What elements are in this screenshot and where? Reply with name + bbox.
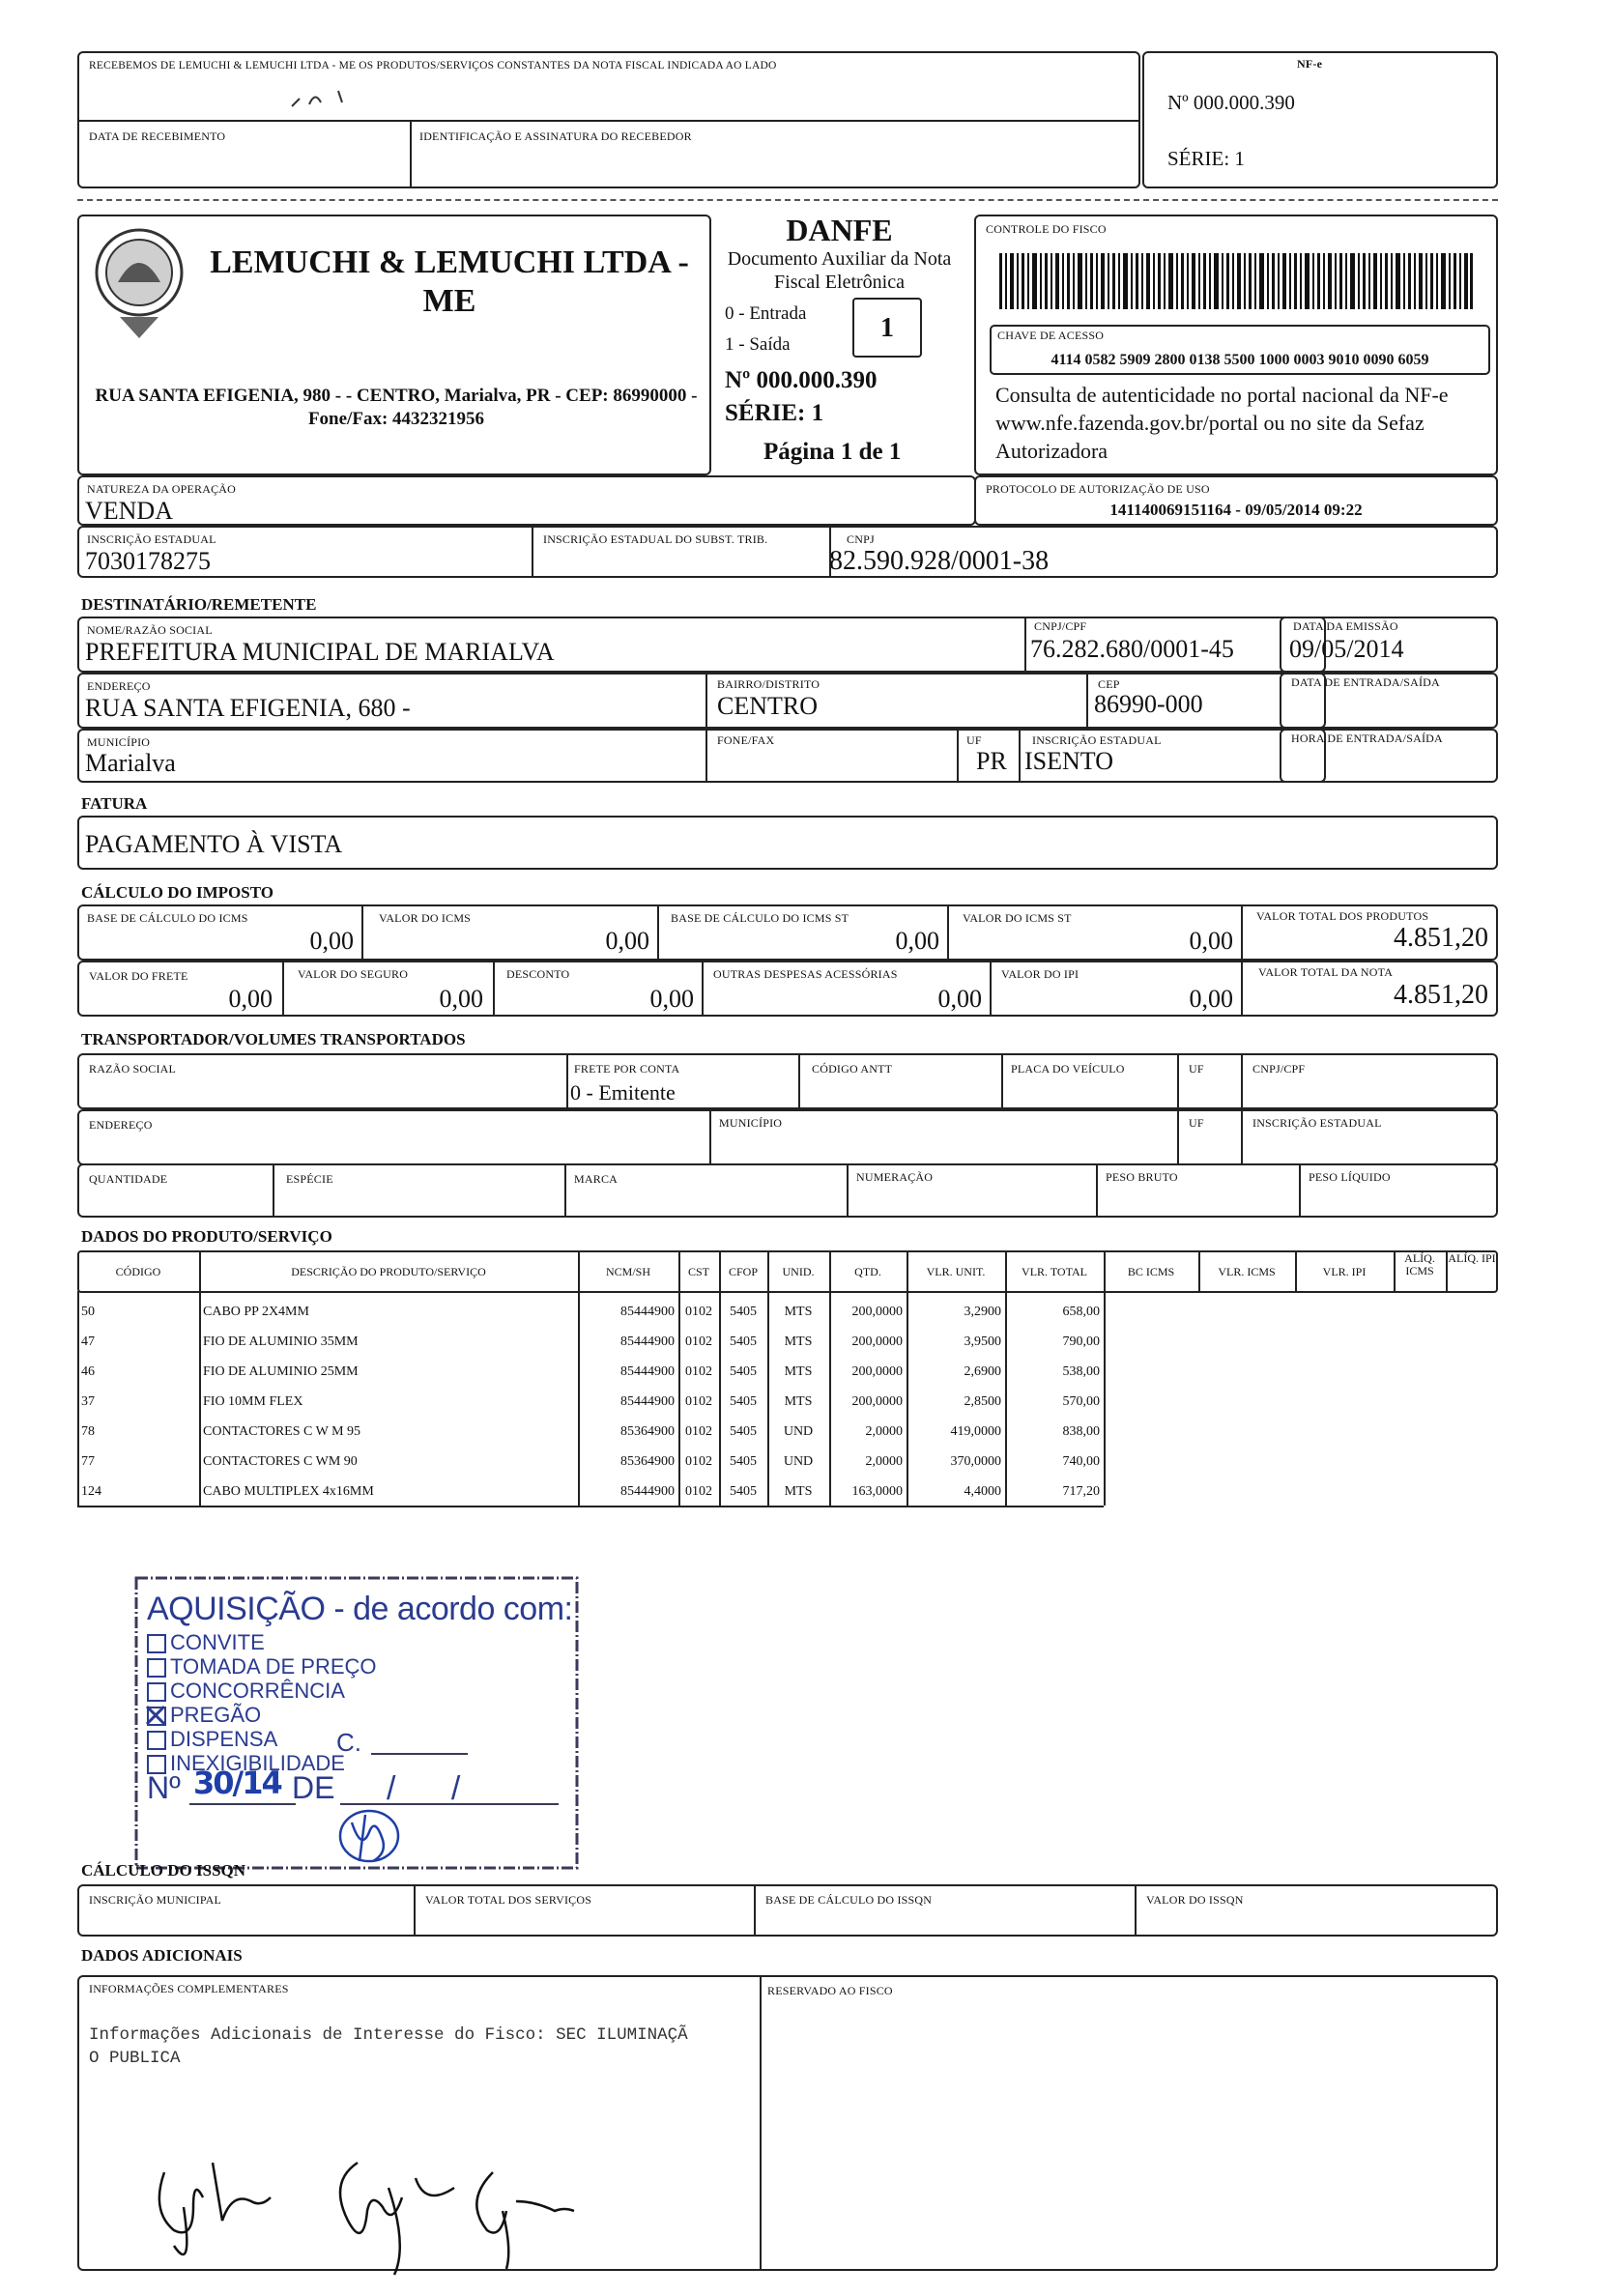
table-cell: 2,6900 (964, 1364, 1001, 1379)
dest-nome: PREFEITURA MUNICIPAL DE MARIALVA (85, 638, 555, 666)
data-recebimento-label: DATA DE RECEBIMENTO (89, 129, 226, 143)
outras: 0,00 (937, 985, 982, 1013)
table-cell: 124 (81, 1484, 101, 1499)
table-cell: UND (783, 1424, 814, 1439)
dest-nome-label: NOME/RAZÃO SOCIAL (87, 623, 213, 637)
tr3-d4 (1096, 1163, 1098, 1218)
valor-icms-label: VALOR DO ICMS (379, 911, 472, 925)
transp-antt-label: CÓDIGO ANTT (812, 1062, 893, 1076)
produtos-col-header: QTD. (854, 1265, 881, 1278)
valor-icms-st-label: VALOR DO ICMS ST (963, 911, 1072, 925)
table-cell: 5405 (730, 1394, 757, 1409)
produtos-col-header: DESCRIÇÃO DO PRODUTO/SERVIÇO (291, 1265, 486, 1278)
cnpj-value: 82.590.928/0001-38 (829, 546, 1050, 576)
nfe-stub-number: Nº 000.000.390 (1167, 91, 1295, 114)
table-cell: 200,0000 (851, 1364, 903, 1379)
table-cell: 85444900 (620, 1364, 675, 1379)
stamp-checkbox (147, 1658, 166, 1678)
table-cell: 0102 (685, 1364, 712, 1379)
dest-municipio-label: MUNICÍPIO (87, 735, 151, 749)
ie-row-box (77, 526, 1498, 578)
table-cell: FIO DE ALUMINIO 25MM (203, 1364, 359, 1379)
table-cell: 0102 (685, 1484, 712, 1499)
imp-r2-div1 (282, 961, 284, 1017)
table-cell: 4,4000 (964, 1484, 1001, 1499)
tr1-d5 (1241, 1053, 1243, 1109)
produtos-col-header: CST (687, 1265, 709, 1278)
danfe-subtitle: Documento Auxiliar da Nota Fiscal Eletrônica (727, 248, 952, 293)
info-line2: O PUBLICA (89, 2049, 181, 2068)
table-cell: 570,00 (1062, 1394, 1100, 1409)
transp-razao-label: RAZÃO SOCIAL (89, 1062, 177, 1076)
danfe-saida: 1 - Saída (725, 334, 791, 355)
dest-ie-label: INSCRIÇÃO ESTADUAL (1032, 733, 1162, 747)
table-cell: FIO DE ALUMINIO 35MM (203, 1335, 359, 1349)
produtos-col-header: ALÍQ. ICMS (1404, 1251, 1435, 1277)
issqn-base-label: BASE DE CÁLCULO DO ISSQN (765, 1893, 933, 1907)
danfe-numero: Nº 000.000.390 (725, 367, 878, 393)
stamp-option-label: TOMADA DE PREÇO (170, 1654, 377, 1679)
dest-divider-cnpj (1024, 617, 1026, 673)
dest-cnpj-label: CNPJ/CPF (1034, 619, 1087, 633)
produtos-col-divider (1104, 1250, 1106, 1506)
tr2-d1 (709, 1109, 711, 1165)
reservado-label: RESERVADO AO FISCO (767, 1984, 893, 1997)
valor-icms-st: 0,00 (1189, 927, 1233, 955)
table-cell: CONTACTORES C W M 95 (203, 1424, 361, 1439)
table-cell: MTS (784, 1394, 813, 1409)
table-cell: CABO MULTIPLEX 4x16MM (203, 1484, 374, 1499)
company-seal-icon (91, 224, 187, 340)
transp-ie-label: INSCRIÇÃO ESTADUAL (1252, 1116, 1382, 1130)
dest-uf: PR (976, 747, 1007, 775)
table-cell: 0102 (685, 1394, 712, 1409)
total-nota: 4.851,20 (1394, 980, 1488, 1010)
table-cell: 2,0000 (865, 1424, 903, 1439)
dest-entrada-label: DATA DE ENTRADA/SAÍDA (1291, 675, 1440, 689)
base-icms-st-label: BASE DE CÁLCULO DO ICMS ST (671, 911, 849, 925)
ie-divider-1 (532, 526, 533, 578)
transp-quantidade-label: QUANTIDADE (89, 1172, 168, 1186)
tr1-d1 (566, 1053, 568, 1109)
produtos-col-header: BC ICMS (1127, 1265, 1175, 1278)
stamp-option-label: INEXIGIBILIDADE (170, 1751, 345, 1775)
frete-label: VALOR DO FRETE (89, 969, 188, 983)
table-cell: 163,0000 (851, 1484, 903, 1499)
table-cell: 85444900 (620, 1335, 675, 1349)
imp-r2-div3 (702, 961, 704, 1017)
table-cell: 47 (81, 1335, 95, 1349)
transp-municipio-label: MUNICÍPIO (719, 1116, 783, 1130)
dest-divider-uf (957, 729, 959, 783)
desconto: 0,00 (649, 985, 694, 1013)
stamp-title: AQUISIÇÃO - de acordo com: (147, 1591, 573, 1627)
transp-uf2-label: UF (1189, 1116, 1204, 1130)
table-cell: FIO 10MM FLEX (203, 1394, 303, 1409)
tr1-d2 (798, 1053, 800, 1109)
danfe-entrada: 0 - Entrada (725, 303, 807, 324)
table-cell: 5405 (730, 1454, 757, 1469)
imp-r1-div2 (657, 904, 659, 961)
produtos-col-header: VLR. IPI (1322, 1265, 1367, 1278)
consulta-text: Consulta de autenticidade no portal nacional da NF-e www.nfe.fazenda.gov.br/portal ou no site da Sefaz Autorizadora (995, 383, 1449, 463)
dest-emissao: 09/05/2014 (1289, 635, 1404, 663)
issqn-d1 (414, 1884, 416, 1937)
tr2-d2 (1177, 1109, 1179, 1165)
natureza-value: VENDA (85, 497, 173, 525)
imp-r1-div1 (361, 904, 363, 961)
dest-cep-label: CEP (1098, 677, 1120, 691)
table-cell: 5405 (730, 1484, 757, 1499)
table-cell: 37 (81, 1394, 95, 1409)
transp-peso-bruto-label: PESO BRUTO (1106, 1170, 1178, 1184)
emitente-logo (91, 224, 187, 345)
stamp-option-label: PREGÃO (170, 1703, 262, 1727)
barcode-image (999, 253, 1473, 309)
table-cell: 538,00 (1062, 1364, 1100, 1379)
total-nota-label: VALOR TOTAL DA NOTA (1258, 965, 1394, 979)
stamp-checkbox (147, 1634, 166, 1653)
stamp-checkbox (147, 1682, 166, 1702)
table-cell: 0102 (685, 1454, 712, 1469)
handwritten-signature (145, 2134, 590, 2279)
tr3-d1 (273, 1163, 274, 1218)
table-cell: 85444900 (620, 1305, 675, 1319)
transp-frete: 0 - Emitente (570, 1080, 676, 1105)
transp-uf-label: UF (1189, 1062, 1204, 1076)
danfe-tipo: 1 (880, 313, 894, 343)
stamp-numero-label: Nº (147, 1770, 181, 1805)
stamp-numero-hand: 30/14 (193, 1765, 281, 1801)
cnpj-label: CNPJ (847, 532, 875, 546)
dest-bairro-label: BAIRRO/DISTRITO (717, 677, 820, 691)
dest-ie: ISENTO (1024, 747, 1113, 775)
emitente-endereco: RUA SANTA EFIGENIA, 980 - - CENTRO, Marialva, PR - CEP: 86990000 - Fone/Fax: 4432321956 (95, 386, 698, 429)
receipt-scribble (290, 77, 367, 117)
emitente-nome: LEMUCHI & LEMUCHI LTDA - ME (210, 244, 689, 319)
dest-cnpj: 76.282.680/0001-45 (1030, 635, 1234, 663)
transporte-section: TRANSPORTADOR/VOLUMES TRANSPORTADOS (81, 1030, 466, 1048)
produtos-col-header: VLR. ICMS (1218, 1265, 1276, 1278)
table-cell: MTS (784, 1364, 813, 1379)
tr3-d5 (1299, 1163, 1301, 1218)
protocolo-value: 141140069151164 - 09/05/2014 09:22 (1109, 501, 1363, 519)
total-produtos-label: VALOR TOTAL DOS PRODUTOS (1256, 909, 1429, 923)
protocolo-label: PROTOCOLO DE AUTORIZAÇÃO DE USO (986, 482, 1210, 496)
ie-st-label: INSCRIÇÃO ESTADUAL DO SUBST. TRIB. (543, 532, 768, 546)
identificacao-label: IDENTIFICAÇÃO E ASSINATURA DO RECEBEDOR (419, 129, 692, 143)
table-cell: 790,00 (1062, 1335, 1100, 1349)
stamp-checkbox (147, 1731, 166, 1750)
imp-r1-div3 (947, 904, 949, 961)
table-cell: 77 (81, 1454, 95, 1469)
produtos-col-header: VLR. TOTAL (1022, 1265, 1087, 1278)
table-cell: CABO PP 2X4MM (203, 1305, 309, 1319)
table-cell: 838,00 (1062, 1424, 1100, 1439)
table-cell: MTS (784, 1305, 813, 1319)
danfe-title: DANFE (786, 213, 893, 247)
dest-endereco-label: ENDEREÇO (87, 679, 151, 693)
tr3-d2 (564, 1163, 566, 1218)
desconto-label: DESCONTO (506, 967, 570, 981)
aquisicao-stamp (133, 1575, 580, 1871)
receipt-col-divider (410, 120, 412, 188)
dest-divider-bairro (705, 673, 707, 729)
table-cell: 0102 (685, 1305, 712, 1319)
produtos-col-header: UNID. (782, 1265, 815, 1278)
stamp-initials-signature (331, 1803, 408, 1871)
issqn-inscricao-label: INSCRIÇÃO MUNICIPAL (89, 1893, 222, 1907)
dest-divider-fone (705, 729, 707, 783)
ipi: 0,00 (1189, 985, 1233, 1013)
dest-uf-label: UF (966, 733, 982, 747)
imp-r2-div4 (990, 961, 992, 1017)
produtos-col-header: CÓDIGO (115, 1265, 161, 1278)
ie-value: 7030178275 (85, 547, 211, 575)
cut-line (77, 199, 1498, 201)
tr2-d3 (1241, 1109, 1243, 1165)
ipi-label: VALOR DO IPI (1001, 967, 1079, 981)
tr1-d4 (1177, 1053, 1179, 1109)
table-cell: CONTACTORES C WM 90 (203, 1454, 358, 1469)
transp-marca-label: MARCA (574, 1172, 619, 1186)
outras-label: OUTRAS DESPESAS ACESSÓRIAS (713, 967, 898, 981)
table-cell: UND (783, 1454, 814, 1469)
stamp-option-label: DISPENSA (170, 1727, 278, 1751)
table-cell: 200,0000 (851, 1305, 903, 1319)
transp-placa-label: PLACA DO VEÍCULO (1011, 1062, 1125, 1076)
dest-divider-ie (1019, 729, 1021, 783)
table-cell: 85364900 (620, 1424, 675, 1439)
table-cell: 740,00 (1062, 1454, 1100, 1469)
ie-label: INSCRIÇÃO ESTADUAL (87, 532, 216, 546)
dest-bairro: CENTRO (717, 692, 818, 720)
dest-hora-label: HORA DE ENTRADA/SAÍDA (1291, 732, 1443, 745)
produtos-col-header: ALÍQ. IPI (1448, 1251, 1496, 1265)
produtos-col-header: CFOP (728, 1265, 759, 1278)
stamp-option-label: CONCORRÊNCIA (170, 1679, 345, 1703)
table-cell: 370,0000 (950, 1454, 1001, 1469)
table-cell: 200,0000 (851, 1335, 903, 1349)
chave-value: 4114 0582 5909 2800 0138 5500 1000 0003 9010 0090 6059 (1051, 352, 1429, 368)
transp-especie-label: ESPÉCIE (286, 1172, 333, 1186)
issqn-valor-label: VALOR DO ISSQN (1146, 1893, 1244, 1907)
transp-cnpj-label: CNPJ/CPF (1252, 1062, 1306, 1076)
table-cell: 85444900 (620, 1394, 675, 1409)
table-cell: 717,20 (1062, 1484, 1100, 1499)
dest-endereco: RUA SANTA EFIGENIA, 680 - (85, 694, 411, 722)
tr1-d3 (1001, 1053, 1003, 1109)
table-cell: 46 (81, 1364, 95, 1379)
fatura-value: PAGAMENTO À VISTA (85, 830, 343, 858)
table-cell: 50 (81, 1305, 95, 1319)
controle-fisco-label: CONTROLE DO FISCO (986, 222, 1107, 236)
table-cell: 0102 (685, 1335, 712, 1349)
receipt-text: RECEBEMOS DE LEMUCHI & LEMUCHI LTDA - ME OS PRODUTOS/SERVIÇOS CONSTANTES DA NOTA FISCAL INDICADA AO LADO (89, 60, 777, 72)
nfe-stub-serie: SÉRIE: 1 (1167, 147, 1245, 170)
nfe-label: NF-e (1297, 57, 1323, 71)
table-cell: 78 (81, 1424, 95, 1439)
table-cell: 2,0000 (865, 1454, 903, 1469)
transp-numeracao-label: NUMERAÇÃO (856, 1170, 934, 1184)
table-cell: MTS (784, 1335, 813, 1349)
table-cell: 5405 (730, 1305, 757, 1319)
total-produtos: 4.851,20 (1394, 923, 1488, 953)
tr3-d3 (847, 1163, 849, 1218)
imp-r1-div4 (1241, 904, 1243, 961)
table-cell: 5405 (730, 1364, 757, 1379)
transp-peso-liquido-label: PESO LÍQUIDO (1309, 1170, 1391, 1184)
table-cell: 85444900 (620, 1484, 675, 1499)
table-cell: 200,0000 (851, 1394, 903, 1409)
issqn-d2 (754, 1884, 756, 1937)
dest-municipio: Marialva (85, 749, 176, 777)
seguro-label: VALOR DO SEGURO (298, 967, 409, 981)
table-cell: 5405 (730, 1335, 757, 1349)
issqn-section: CÁLCULO DO ISSQN (81, 1861, 246, 1880)
natureza-label: NATUREZA DA OPERAÇÃO (87, 482, 237, 496)
scribble-mark (290, 77, 367, 112)
produtos-section: DADOS DO PRODUTO/SERVIÇO (81, 1227, 332, 1246)
receipt-divider (77, 120, 1140, 122)
imp-r2-div5 (1241, 961, 1243, 1017)
table-cell: 3,2900 (964, 1305, 1001, 1319)
fatura-section: FATURA (81, 794, 148, 813)
imp-r2-div2 (493, 961, 495, 1017)
base-icms-st: 0,00 (895, 927, 939, 955)
base-icms: 0,00 (309, 927, 354, 955)
stamp-c-line (371, 1753, 468, 1755)
table-cell: 419,0000 (950, 1424, 1001, 1439)
info-label: INFORMAÇÕES COMPLEMENTARES (89, 1982, 289, 1995)
info-line1: Informações Adicionais de Interesse do Fisco: SEC ILUMINAÇÃ (89, 2025, 688, 2045)
barcode (999, 253, 1473, 314)
table-cell: 0102 (685, 1424, 712, 1439)
transp-endereco-label: ENDEREÇO (89, 1118, 153, 1132)
table-cell: 3,9500 (964, 1335, 1001, 1349)
dest-fone-label: FONE/FAX (717, 733, 775, 747)
issqn-valor-servicos-label: VALOR TOTAL DOS SERVIÇOS (425, 1893, 592, 1907)
destinatario-section: DESTINATÁRIO/REMETENTE (81, 595, 317, 614)
table-cell: 5405 (730, 1424, 757, 1439)
table-cell: 2,8500 (964, 1394, 1001, 1409)
valor-icms: 0,00 (605, 927, 649, 955)
stamp-de-label: DE (292, 1770, 335, 1805)
adicionais-section: DADOS ADICIONAIS (81, 1946, 243, 1965)
stamp-numero-line (189, 1803, 296, 1805)
base-icms-label: BASE DE CÁLCULO DO ICMS (87, 911, 248, 925)
dest-emissao-label: DATA DA EMISSÃO (1293, 619, 1398, 633)
check-mark-icon (145, 1705, 166, 1726)
stamp-option-label: CONVITE (170, 1630, 265, 1654)
imposto-section: CÁLCULO DO IMPOSTO (81, 883, 273, 902)
frete: 0,00 (228, 985, 273, 1013)
danfe-pagina: Página 1 de 1 (763, 439, 902, 465)
stamp-c-label: C. (336, 1728, 361, 1757)
issqn-d3 (1135, 1884, 1137, 1937)
produtos-col-header: VLR. UNIT. (926, 1265, 986, 1278)
table-cell: MTS (784, 1484, 813, 1499)
seguro: 0,00 (439, 985, 483, 1013)
table-cell: 658,00 (1062, 1305, 1100, 1319)
stamp-checkbox (147, 1707, 166, 1726)
dest-cep: 86990-000 (1094, 690, 1203, 718)
chave-label: CHAVE DE ACESSO (997, 329, 1105, 342)
stamp-date-slashes: / / (387, 1770, 484, 1807)
table-cell: 85364900 (620, 1454, 675, 1469)
adicionais-divider (760, 1975, 762, 2271)
dest-divider-cep (1086, 673, 1088, 729)
danfe-serie: SÉRIE: 1 (725, 400, 824, 426)
produtos-col-header: NCM/SH (605, 1265, 650, 1278)
transp-frete-label: FRETE POR CONTA (574, 1062, 680, 1076)
